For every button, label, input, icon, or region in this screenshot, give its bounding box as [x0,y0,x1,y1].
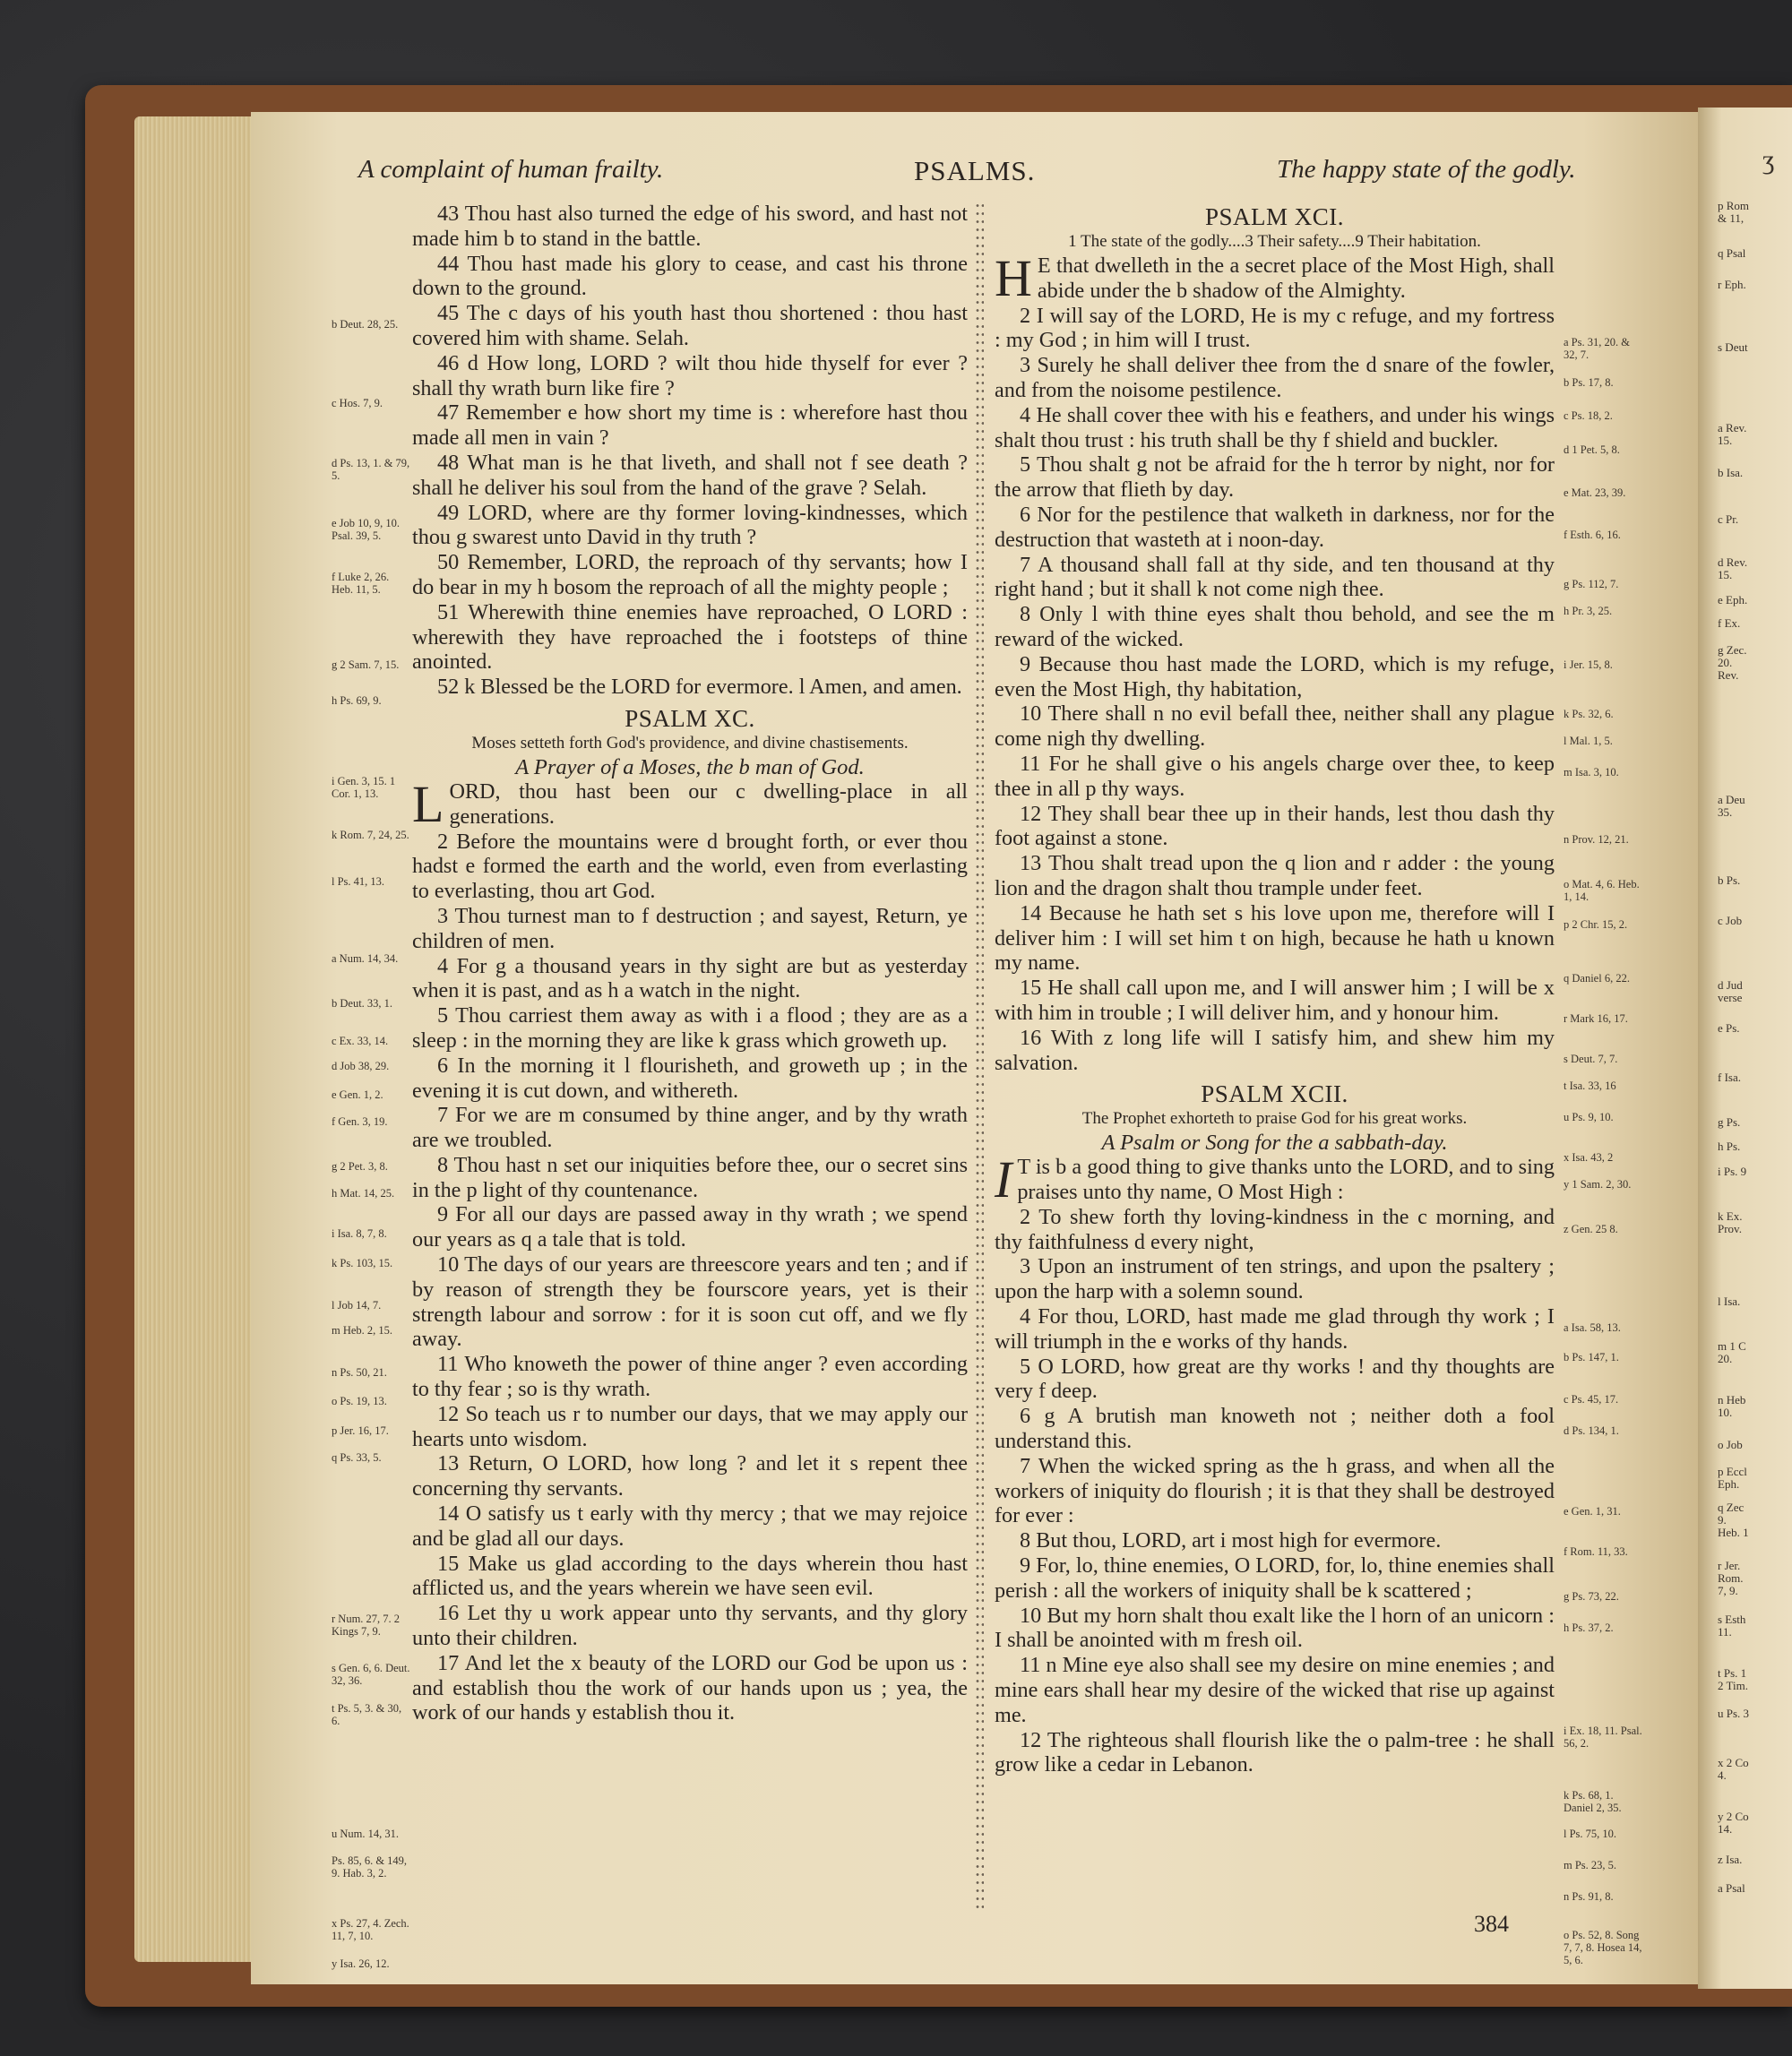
verse: 9 For, lo, thine enemies, O LORD, for, lo, thine enemies shall perish : all the workers of iniquity shall be k scattered ; [995,1553,1555,1603]
margin-reference: d 1 Pet. 5, 8. [1564,443,1620,456]
next-page-reference: 20. [1718,656,1733,669]
margin-reference: e Job 10, 9, 10. Psal. 39, 5. [332,517,401,542]
verse: 4 He shall cover thee with his e feathers, and under his wings shalt thou trust : his truth shall be thy f shield and buckler. [995,402,1555,452]
verse: 6 In the morning it l flourisheth, and groweth up ; in the evening it is cut down, and withereth. [412,1053,968,1103]
verse: 2 Before the mountains were d brought forth, or ever thou hadst e formed the earth and the world, even from everlasting to everlasting, thou art God. [412,829,968,904]
margin-reference: t Ps. 5, 3. & 30, 6. [332,1702,402,1727]
verse: 12 So teach us r to number our days, that we may apply our hearts unto wisdom. [412,1401,968,1451]
margin-reference: k Ps. 68, 1. Daniel 2, 35. [1564,1789,1622,1814]
verse: 8 Thou hast n set our iniquities before thee, our o secret sins in the p light of thy countenance. [412,1152,968,1202]
margin-reference: h Mat. 14, 25. [332,1187,395,1200]
margin-reference: r Mark 16, 17. [1564,1012,1628,1025]
psalm-89-verses [412,202,968,700]
next-page-reference: t Ps. 1 [1718,1666,1747,1680]
verse: 47 Remember e how short my time is : wherefore hast thou made all men in vain ? [412,400,968,451]
psalm-91-title: PSALM XCI. [1204,203,1345,230]
next-page-reference: Eph. [1718,1477,1740,1491]
column-divider [975,202,984,1913]
psalm-92-verse-1 [995,1150,1555,1209]
next-page-reference: b Isa. [1718,466,1744,479]
margin-reference: i Ex. 18, 11. Psal. 56, 2. [1564,1725,1642,1750]
next-page-reference: g Ps. [1718,1115,1741,1129]
next-page-reference: & 11, [1718,211,1745,225]
verse: 9 Because thou hast made the LORD, which is my refuge, even the Most High, thy habitation, [995,651,1555,701]
margin-reference: e Mat. 23, 39. [1564,486,1626,499]
margin-reference: g 2 Pet. 3, 8. [332,1160,388,1173]
margin-reference: l Ps. 75, 10. [1564,1828,1617,1840]
margin-reference: a Isa. 58, 13. [1564,1321,1621,1334]
verse: 9 For all our days are passed away in thy wrath ; we spend our years as q a tale that is told. [412,1202,968,1252]
verse: 15 He shall call upon me, and I will answer him ; I will be x with him in trouble ; I will deliver him, and y honour him. [995,976,1555,1025]
next-page-reference: Heb. 1 [1718,1526,1749,1539]
margin-reference: o Mat. 4, 6. Heb. 1, 14. [1564,878,1640,903]
margin-reference: g 2 Sam. 7, 15. [332,658,400,671]
margin-reference: m Isa. 3, 10. [1564,766,1619,779]
header-right: The happy state of the godly. [1277,155,1576,184]
next-page-reference: x 2 Co [1718,1756,1749,1769]
verse: 10 There shall n no evil befall thee, neither shall any plague come nigh thy dwelling. [995,701,1555,752]
psalm-92-verses [995,1205,1555,1777]
header-left: A complaint of human frailty. [358,155,664,184]
bible-page [251,112,1698,1984]
next-page-reference: b Ps. [1718,873,1741,887]
verse: 12 The righteous shall flourish like the o palm-tree : he shall grow like a cedar in Lebanon. [995,1727,1555,1777]
page-number: 384 [1474,1911,1509,1937]
psalm-90-summary: Moses setteth forth God's providence, and divine chastisements. [471,733,909,753]
margin-reference: f Luke 2, 26. Heb. 11, 5. [332,571,390,596]
next-page-reference: a Deu [1718,793,1745,806]
header-center: PSALMS. [914,155,1036,186]
psalm-90-superscription: A Prayer of a Moses, the b man of God. [515,754,865,779]
next-page-reference: p Eccl [1718,1465,1747,1478]
margin-reference: o Ps. 19, 13. [332,1395,387,1407]
next-page-reference: k Ex. [1718,1209,1743,1223]
margin-reference: c Ps. 18, 2. [1564,409,1613,422]
page-edges [134,116,260,1962]
drop-cap: I [995,1150,1012,1209]
next-page-reference: u Ps. 3 [1718,1707,1750,1720]
margin-reference: i Gen. 3, 15. 1 Cor. 1, 13. [332,775,396,800]
next-page-reference: z Isa. [1718,1853,1743,1866]
next-page-reference: Prov. [1718,1222,1742,1235]
margin-reference: m Ps. 23, 5. [1564,1859,1617,1871]
verse: 48 What man is he that liveth, and shall not f see death ? shall he deliver his soul from the hand of the grave ? Selah. [412,450,968,500]
margin-reference: d Job 38, 29. [332,1060,390,1072]
next-page-reference: 20. [1718,1352,1733,1365]
margin-reference: u Num. 14, 31. [332,1828,399,1840]
next-page-reference: m 1 C [1718,1339,1746,1353]
margin-reference: k Ps. 103, 15. [332,1257,393,1269]
margin-reference: c Ps. 45, 17. [1564,1393,1619,1406]
margin-reference: x Ps. 27, 4. Zech. 11, 7, 10. [332,1917,409,1942]
verse: 11 Who knoweth the power of thine anger ? even according to thy fear ; so is thy wrath. [412,1352,968,1402]
margin-reference: s Gen. 6, 6. Deut. 32, 36. [332,1662,410,1687]
verse: 8 Only l with thine eyes shalt thou behold, and see the m reward of the wicked. [995,602,1555,651]
margin-reference: p Jer. 16, 17. [332,1424,389,1437]
verse: 13 Thou shalt tread upon the q lion and r adder : the young lion and the dragon shalt thou trample under feet. [995,851,1555,900]
next-page-reference: y 2 Co [1718,1810,1749,1823]
verse: 7 For we are m consumed by thine anger, and by thy wrath are we troubled. [412,1103,968,1153]
margin-reference: e Gen. 1, 2. [332,1088,383,1101]
margin-reference: f Rom. 11, 33. [1564,1545,1628,1558]
verse: 17 And let the x beauty of the LORD our God be upon us : and establish thou the work of our hands upon us ; yea, the work of our hands y establish thou it. [412,1650,968,1725]
verse: 6 g A brutish man knoweth not ; neither doth a fool understand this. [995,1404,1555,1454]
verse: 10 The days of our years are threescore years and ten ; and if by reason of strength they be fourscore years, yet is their strength labour and sorrow : for it is soon cut off, and we fly away. [412,1252,968,1352]
margin-reference: Ps. 85, 6. & 149, 9. Hab. 3, 2. [332,1854,408,1880]
verse: 5 Thou carriest them away as with i a flood ; they are as a sleep : in the morning they are like k grass which groweth up. [412,1003,968,1053]
margin-reference: i Jer. 15, 8. [1564,658,1613,671]
right-column [995,202,1555,1777]
next-page-reference: 15. [1718,434,1733,447]
psalm-92-superscription: A Psalm or Song for the a sabbath-day. [1101,1131,1448,1156]
verse: 11 For he shall give o his angels charge over thee, to keep thee in all p thy ways. [995,751,1555,801]
verse: 15 Make us glad according to the days wherein thou hast afflicted us, and the years wherein we have seen evil. [412,1551,968,1601]
next-page-reference: s Esth [1718,1613,1746,1626]
verse: 12 They shall bear thee up in their hands, lest thou dash thy foot against a stone. [995,801,1555,851]
margin-reference: d Ps. 134, 1. [1564,1424,1619,1437]
next-page-reference: q Psal [1718,246,1746,260]
verse: 46 d How long, LORD ? wilt thou hide thyself for ever ? shall thy wrath burn like fire ? [412,350,968,400]
margin-reference: g Ps. 73, 22. [1564,1590,1619,1603]
verse: 5 O LORD, how great are thy works ! and thy thoughts are very f deep. [995,1354,1555,1404]
next-page-reference: q Zec [1718,1501,1745,1514]
next-page-reference: i Ps. 9 [1718,1165,1747,1178]
margin-reference: z Gen. 25 8. [1564,1223,1618,1235]
margin-reference: n Ps. 50, 21. [332,1366,387,1379]
margin-reference: b Deut. 28, 25. [332,318,399,331]
next-page-reference: e Ps. [1718,1021,1740,1035]
margin-reference: h Ps. 37, 2. [1564,1622,1614,1634]
psalm-90-verse-1 [412,774,968,833]
verse: 16 Let thy u work appear unto thy servants, and thy glory unto their children. [412,1601,968,1651]
next-page-reference: 4. [1718,1768,1727,1782]
margin-reference: n Ps. 91, 8. [1564,1890,1614,1903]
next-page-reference: g Zec. [1718,643,1747,657]
next-page-reference: h Ps. [1718,1140,1741,1153]
margin-reference: g Ps. 112, 7. [1564,578,1619,590]
psalm-92-title: PSALM XCII. [1201,1080,1348,1108]
page-corner-mark: ʒ [1762,145,1775,175]
next-page-reference: verse [1718,991,1743,1004]
margin-reference: a Ps. 31, 20. & 32, 7. [1564,336,1630,361]
margin-reference: b Deut. 33, 1. [332,997,393,1010]
next-page-reference: Rev. [1718,668,1739,682]
margin-reference: m Heb. 2, 15. [332,1324,393,1337]
margin-reference: b Ps. 17, 8. [1564,376,1614,389]
margin-reference: a Num. 14, 34. [332,952,399,965]
next-page-reference: d Jud [1718,978,1743,992]
margin-reference: x Isa. 43, 2 [1564,1151,1614,1164]
verse: 10 But my horn shalt thou exalt like the l horn of an unicorn : I shall be anointed with m fresh oil. [995,1603,1555,1653]
margin-reference: k Rom. 7, 24, 25. [332,829,409,841]
verse: 5 Thou shalt g not be afraid for the h terror by night, nor for the arrow that flieth by day. [995,452,1555,503]
next-page-reference: l Isa. [1718,1295,1741,1308]
margin-reference: q Daniel 6, 22. [1564,972,1630,985]
verse: 8 But thou, LORD, art i most high for evermore. [1020,1528,1442,1553]
next-page-reference: f Ex. [1718,616,1741,630]
verse: 7 When the wicked spring as the h grass, and when all the workers of iniquity do flourish ; it is that they shall be destroyed for ever : [995,1453,1555,1528]
next-page-reference: a Rev. [1718,421,1747,434]
margin-reference: o Ps. 52, 8. Song 7, 7, 8. Hosea 14, 5, 6. [1564,1929,1642,1966]
verse: 51 Wherewith thine enemies have reproached, O LORD : wherewith they have reproached the i footsteps of thine anointed. [412,599,968,675]
verse: 2 I will say of the LORD, He is my c refuge, and my fortress : my God ; in him will I trust. [995,303,1555,353]
margin-reference: d Ps. 13, 1. & 79, 5. [332,457,410,482]
verse-text: T is b a good thing to give thanks unto the LORD, and to sing praises unto thy name, O Most High : [1017,1155,1555,1205]
margin-reference: c Ex. 33, 14. [332,1035,389,1047]
margin-reference: l Job 14, 7. [332,1299,382,1312]
verse: 6 Nor for the pestilence that walketh in darkness, nor for the destruction that wasteth at i noon-day. [995,502,1555,552]
margin-reference: h Ps. 69, 9. [332,694,382,707]
psalm-91-verse-1 [995,249,1555,307]
next-page-reference: a Psal [1718,1881,1745,1895]
next-page-reference: e Eph. [1718,593,1748,606]
drop-cap: H [995,249,1032,307]
next-page-reference: d Rev. [1718,555,1748,569]
margin-reference: k Ps. 32, 6. [1564,708,1614,720]
verse: 16 With z long life will I satisfy him, and shew him my salvation. [995,1025,1555,1075]
verse-text: ORD, thou hast been our c dwelling-place in all generations. [449,779,968,829]
margin-reference: t Isa. 33, 16 [1564,1080,1616,1092]
verse: 14 Because he hath set s his love upon me, therefore will I deliver him : I will set him t on high, because he hath u known my name. [995,900,1555,976]
left-column [412,202,968,1725]
next-page-reference: 9. [1718,1513,1727,1527]
verse: 52 k Blessed be the LORD for evermore. l Amen, and amen. [437,675,962,700]
margin-reference: l Mal. 1, 5. [1564,735,1613,747]
verse: 11 n Mine eye also shall see my desire on mine enemies ; and mine ears shall hear my desire of the wicked that rise up against me. [995,1653,1555,1727]
verse: 3 Surely he shall deliver thee from the d snare of the fowler, and from the noisome pestilence. [995,353,1555,402]
verse: 3 Upon an instrument of ten strings, and upon the psaltery ; upon the harp with a solemn sound. [995,1254,1555,1304]
margin-reference: y Isa. 26, 12. [332,1957,390,1970]
psalm-91-verses [995,304,1555,1076]
next-page-reference: 10. [1718,1406,1733,1419]
verse: 4 For thou, LORD, hast made me glad through thy work ; I will triumph in the e works of thy hands. [995,1304,1555,1354]
next-page-reference: s Deut [1718,340,1748,354]
next-page-reference: c Job [1718,914,1743,927]
next-page-reference: 2 Tim. [1718,1679,1748,1692]
next-page-reference: r Jer. [1718,1559,1741,1572]
margin-reference: u Ps. 9, 10. [1564,1111,1614,1123]
running-header [251,155,1698,191]
verse: 44 Thou hast made his glory to cease, and cast his throne down to the ground. [412,251,968,301]
psalm-90-title: PSALM XC. [625,704,755,732]
next-page-reference: 7, 9. [1718,1584,1738,1597]
verse: 3 Thou turnest man to f destruction ; and sayest, Return, ye children of men. [412,903,968,953]
verse: 13 Return, O LORD, how long ? and let it s repent thee concerning thy servants. [412,1451,968,1501]
margin-reference: q Ps. 33, 5. [332,1451,382,1464]
verse: 2 To shew forth thy loving-kindness in the c morning, and thy faithfulness d every night, [995,1204,1555,1254]
next-page-reference: Rom. [1718,1571,1744,1585]
next-page-reference: 15. [1718,568,1733,581]
verse: 45 The c days of his youth hast thou shortened : thou hast covered him with shame. Selah. [412,301,968,350]
next-page-edge [1698,108,1792,1989]
next-page-reference: f Isa. [1718,1071,1741,1084]
next-page-reference: 35. [1718,805,1733,819]
verse: 7 A thousand shall fall at thy side, and ten thousand at thy right hand ; but it shall k not come nigh thee. [995,552,1555,602]
drop-cap: L [412,774,444,833]
next-page-reference: 14. [1718,1822,1733,1836]
verse: 49 LORD, where are thy former loving-kindnesses, which thou g swarest unto David in thy truth ? [412,500,968,550]
verse: 50 Remember, LORD, the reproach of thy servants; how I do bear in my h bosom the reproach of all the mighty people ; [412,550,968,599]
margin-reference: f Esth. 6, 16. [1564,529,1621,541]
verse: 43 Thou hast also turned the edge of his sword, and hast not made him b to stand in the battle. [412,202,968,251]
margin-reference: e Gen. 1, 31. [1564,1505,1621,1518]
psalm-91-summary: 1 The state of the godly....3 Their safety....9 Their habitation. [1068,232,1481,251]
next-page-reference: 11. [1718,1625,1732,1639]
next-page-reference: n Heb [1718,1393,1746,1407]
next-page-reference: c Pr. [1718,512,1739,526]
margin-reference: i Isa. 8, 7, 8. [332,1227,387,1240]
margin-reference: f Gen. 3, 19. [332,1115,388,1128]
margin-reference: c Hos. 7, 9. [332,397,383,409]
psalm-90-verses [412,830,968,1726]
margin-reference: l Ps. 41, 13. [332,875,385,888]
margin-reference: s Deut. 7, 7. [1564,1053,1618,1065]
next-page-reference: p Rom [1718,199,1750,212]
psalm-92-summary: The Prophet exhorteth to praise God for his great works. [1081,1109,1468,1129]
margin-reference: r Num. 27, 7. 2 Kings 7, 9. [332,1613,401,1638]
margin-reference: n Prov. 12, 21. [1564,833,1629,846]
verse-text: E that dwelleth in the a secret place of the Most High, shall abide under the b shadow of the Almighty. [1037,254,1555,303]
next-page-reference: r Eph. [1718,278,1746,291]
verse: 4 For g a thousand years in thy sight are but as yesterday when it is past, and as h a watch in the night. [412,953,968,1003]
margin-reference: p 2 Chr. 15, 2. [1564,918,1628,931]
verse: 14 O satisfy us t early with thy mercy ; that we may rejoice and be glad all our days. [412,1501,968,1551]
margin-reference: h Pr. 3, 25. [1564,605,1613,617]
margin-reference: y 1 Sam. 2, 30. [1564,1178,1632,1191]
margin-reference: b Ps. 147, 1. [1564,1351,1619,1363]
next-page-reference: o Job [1718,1438,1743,1451]
